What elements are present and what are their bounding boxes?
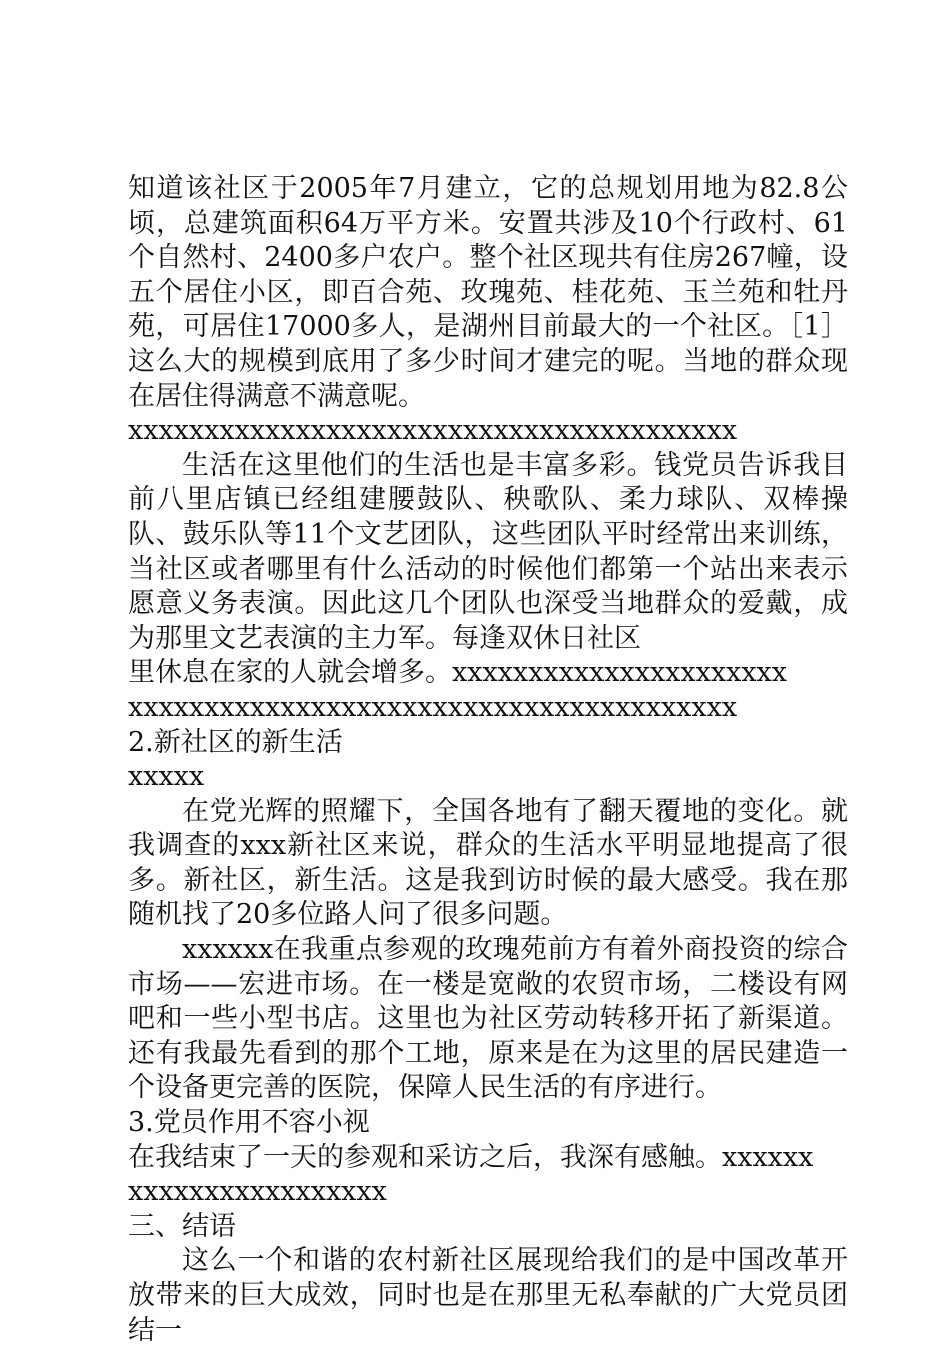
paragraph-market: xxxxxx在我重点参观的玫瑰苑前方有着外商投资的综合市场——宏进市场。在一楼是宽敞的农贸市场，二楼设有网吧和一些小型书店。这里也为社区劳动转移开拓了新渠道。还有我最先看到的那个工地，原来是在为这里的居民建造一个设备更完善的医院，保障人民生活的有序进行。	[128, 934, 848, 1104]
paragraph-community-overview: 知道该社区于2005年7月建立，它的总规划用地为82.8公顷，总建筑面积64万平方米。安置共涉及10个行政村、61个自然村、2400多户农户。整个社区现共有住房267幢，设五个居住小区，即百合苑、玫瑰苑、桂花苑、玉兰苑和牡丹苑，可居住17000多人，是湖州目前最大的一个社区。［1］这么大的规模到底用了多少时间才建完的呢。当地的群众现在居住得满意不满意呢。	[128, 173, 848, 412]
paragraph-weekend-line: 里休息在家的人就会增多。xxxxxxxxxxxxxxxxxxxxxx	[128, 657, 787, 689]
paragraph-cultural-life: 生活在这里他们的生活也是丰富多彩。钱党员告诉我目前八里店镇已经组建腰鼓队、秧歌队、柔力球队、双棒操队、鼓乐队等11个文艺团队，这些团队平时经常出来训练，当社区或者哪里有什么活动的时候他们都第一个站出来表示愿意义务表演。因此这几个团队也深受当地群众的爱戴，成为那里文艺表演的主力军。每逢双休日社区	[128, 449, 848, 654]
document-body	[128, 172, 848, 1348]
section-heading-party-role: 3.党员作用不容小视	[128, 1107, 370, 1139]
placeholder-line: xxxxxxxxxxxxxxxxx	[128, 1176, 387, 1208]
placeholder-line: xxxxx	[128, 761, 205, 793]
placeholder-line: xxxxxxxxxxxxxxxxxxxxxxxxxxxxxxxxxxxxxxxx	[128, 415, 738, 447]
paragraph-party-light: 在党光辉的照耀下，全国各地有了翻天覆地的变化。就我调查的xxx新社区来说，群众的生活水平明显地提高了很多。新社区，新生活。这是我到访时候的最大感受。我在那随机找了20多位路人问了很多问题。	[128, 795, 848, 931]
section-heading-conclusion: 三、结语	[128, 1210, 236, 1242]
section-heading-new-life: 2.新社区的新生活	[128, 726, 343, 758]
paragraph-conclusion: 这么一个和谐的农村新社区展现给我们的是中国改革开放带来的巨大成效，同时也是在那里无私奉献的广大党员团结一	[128, 1245, 848, 1346]
paragraph-reflection: 在我结束了一天的参观和采访之后，我深有感触。xxxxxx	[128, 1141, 814, 1173]
placeholder-line: xxxxxxxxxxxxxxxxxxxxxxxxxxxxxxxxxxxxxxxx	[128, 691, 738, 723]
